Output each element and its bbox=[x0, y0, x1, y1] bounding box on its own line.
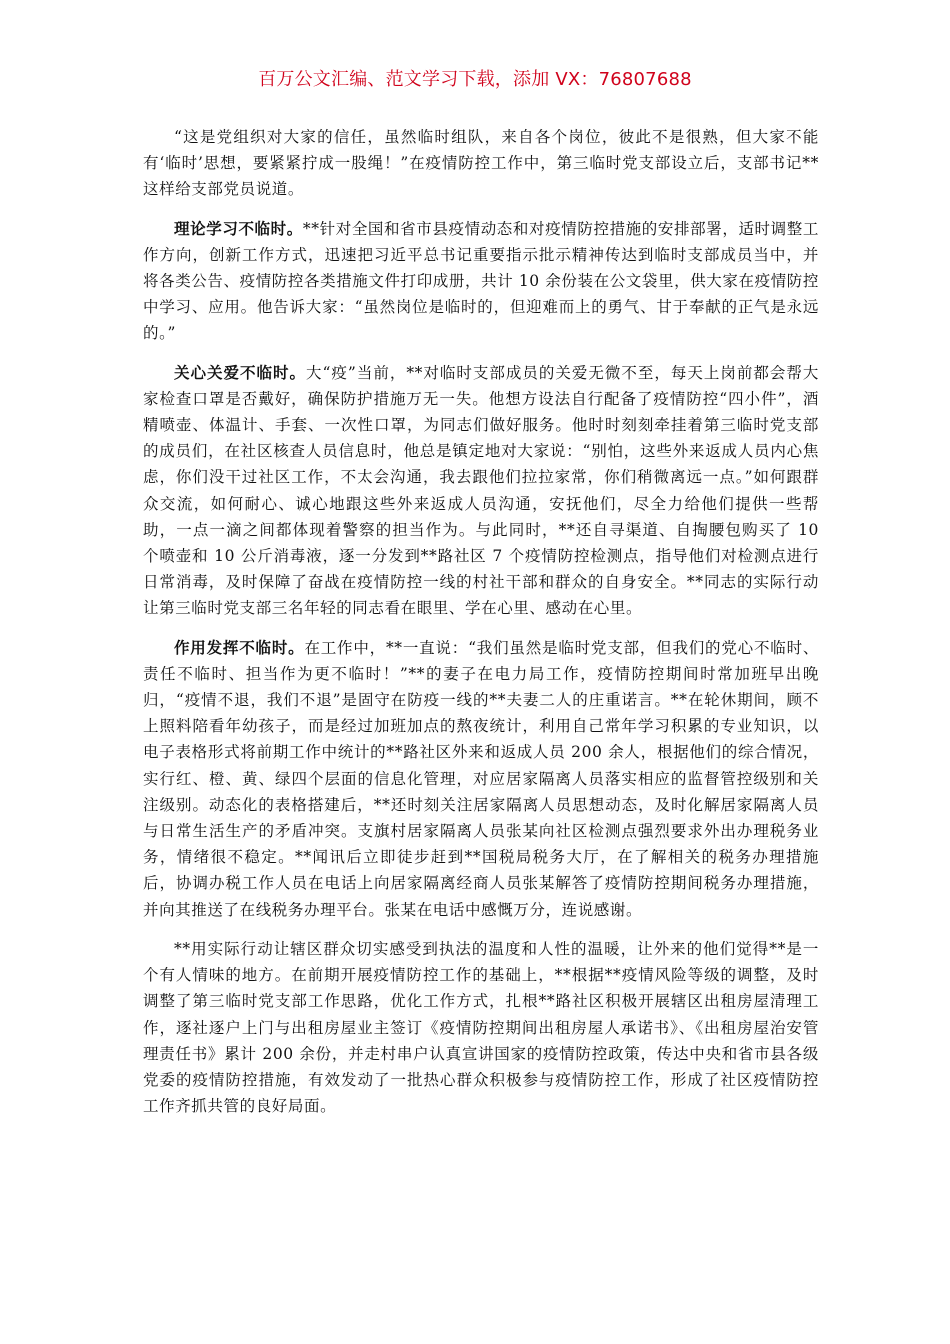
paragraph-theory-study bbox=[143, 216, 819, 347]
paragraph-role bbox=[143, 635, 819, 923]
paragraph-text: “这是党组织对大家的信任，虽然临时组队，来自各个岗位，彼此不是很熟，但大家不能有‘临时’思想，要紧紧拧成一股绳！”在疫情防控工作中，第三临时党支部设立后，支部书记**这样给支部党员说道。 bbox=[143, 128, 819, 199]
document-body bbox=[143, 124, 819, 1132]
paragraph-text: 大“疫”当前，**对临时支部成员的关爱无微不至，每天上岗前都会帮大家检查口罩是否戴好，确保防护措施万无一失。他想方设法自行配备了疫情防控“四小件”，酒精喷壶、体温计、手套、一次性口罩，为同志们做好服务。他时时刻刻牵挂着第三临时党支部的成员们，在社区核查人员信息时，他总是镇定地对大家说：“别怕，这些外来返成人员内心焦虑，你们没干过社区工作，不太会沟通，我去跟他们拉拉家常，你们稍微离远一点。”如何跟群众交流，如何耐心、诚心地跟这些外来返成人员沟通，安抚他们，尽全力给他们提供一些帮助，一点一滴之间都体现着警察的担当作为。与此同时，**还自寻渠道、自掏腰包购买了 10 个喷壶和 10 公斤消毒液，逐一分发到**路社区 7 个疫情防控检测点，指导他们对检测点进行日常消毒，及时保障了奋战在疫情防控一线的村社干部和群众的自身安全。**同志的实际行动让第三临时党支部三名年轻的同志看在眼里、学在心里、感动在心里。 bbox=[143, 363, 819, 618]
paragraph-intro bbox=[143, 124, 819, 203]
paragraph-care bbox=[143, 360, 819, 622]
paragraph-lead: 理论学习不临时。 bbox=[174, 219, 303, 238]
paragraph-text: **针对全国和省市县疫情动态和对疫情防控措施的安排部署，适时调整工作方向，创新工作方式，迅速把习近平总书记重要指示批示精神传达到临时支部成员当中，并将各类公告、疫情防控各类措施文件打印成册，共计 10 余份装在公文袋里，供大家在疫情防控中学习、应用。他告诉大家：“虽然岗位是临时的，但迎难而上的勇气、甘于奉献的正气是永远的。” bbox=[143, 219, 819, 343]
paragraph-lead: 关心关爱不临时。 bbox=[174, 363, 306, 382]
paragraph-text: 在工作中，**一直说：“我们虽然是临时党支部，但我们的党心不临时、责任不临时、担当作为更不临时！”**的妻子在电力局工作，疫情防控期间时常加班早出晚归，“疫情不退，我们不退”是固守在防疫一线的**夫妻二人的庄重诺言。**在轮休期间，顾不上照料陪看年幼孩子，而是经过加班加点的熬夜统计，利用自己常年学习积累的专业知识，以电子表格形式将前期工作中统计的**路社区外来和返成人员 200 余人，根据他们的综合情况，实行红、橙、黄、绿四个层面的信息化管理，对应居家隔离人员落实相应的监督管控级别和关注级别。动态化的表格搭建后，**还时刻关注居家隔离人员思想动态，及时化解居家隔离人员与日常生活生产的矛盾冲突。支旗村居家隔离人员张某向社区检测点强烈要求外出办理税务业务，情绪很不稳定。**闻讯后立即徒步赶到**国税局税务大厅，在了解相关的税务办理措施后，协调办税工作人员在电话上向居家隔离经商人员张某解答了疫情防控期间税务办理措施，并向其推送了在线税务办理平台。张某在电话中感慨万分，连说感谢。 bbox=[143, 638, 819, 919]
header-banner: 百万公文汇编、范文学习下载，添加 VX：76807688 bbox=[258, 69, 692, 90]
paragraph-conclusion bbox=[143, 936, 819, 1119]
paragraph-lead: 作用发挥不临时。 bbox=[174, 638, 305, 657]
paragraph-text: **用实际行动让辖区群众切实感受到执法的温度和人性的温暖，让外来的他们觉得**是一个有人情味的地方。在前期开展疫情防控工作的基础上，**根据**疫情风险等级的调整，及时调整了第三临时党支部工作思路，优化工作方式，扎根**路社区积极开展辖区出租房屋清理工作，逐社逐户上门与出租房屋业主签订《疫情防控期间出租房屋人承诺书》、《出租房屋治安管理责任书》累计 200 余份，并走村串户认真宣讲国家的疫情防控政策，传达中央和省市县各级党委的疫情防控措施，有效发动了一批热心群众积极参与疫情防控工作，形成了社区疫情防控工作齐抓共管的良好局面。 bbox=[143, 939, 819, 1116]
